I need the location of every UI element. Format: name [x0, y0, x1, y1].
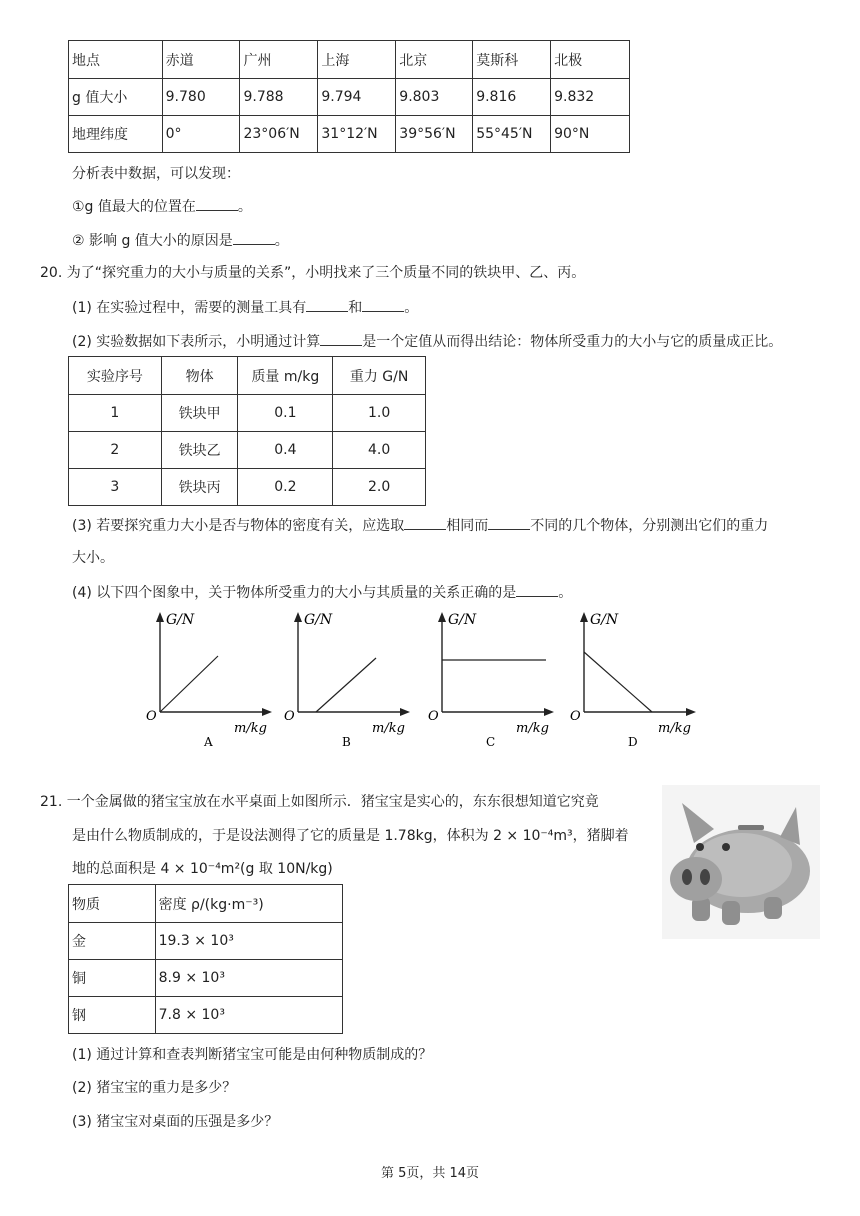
table-row	[69, 395, 426, 432]
table-cell: 9.780	[162, 79, 240, 116]
y-axis-arrow	[438, 612, 446, 622]
table-cell: 9.803	[396, 79, 473, 116]
x-axis-arrow	[400, 708, 410, 716]
x-axis-arrow	[262, 708, 272, 716]
origin-label: O	[284, 709, 295, 724]
table-cell: 4.0	[333, 432, 426, 469]
table-row	[69, 923, 343, 960]
y-axis-label: G/N	[448, 612, 477, 628]
table-cell: 钢	[69, 997, 156, 1034]
graph-line	[160, 656, 218, 712]
y-axis-arrow	[294, 612, 302, 622]
table-header-row	[69, 885, 343, 923]
table-header-row	[69, 357, 426, 395]
x-axis-arrow	[544, 708, 554, 716]
q19-analysis: 分析表中数据，可以发现：	[72, 166, 240, 182]
g-value-table	[68, 40, 630, 153]
table-cell: 莫斯科	[473, 41, 551, 79]
table-cell: 0.4	[238, 432, 333, 469]
answer-blank[interactable]	[362, 297, 404, 312]
graph-caption: B	[342, 735, 351, 749]
table-cell: 7.8 × 10³	[155, 997, 342, 1034]
y-axis-arrow	[156, 612, 164, 622]
y-axis-arrow	[580, 612, 588, 622]
table-cell: 3	[69, 469, 162, 506]
table-cell: 铁块乙	[161, 432, 238, 469]
table-cell: 0°	[162, 116, 240, 153]
table-header-cell: 物体	[161, 357, 238, 395]
y-axis-label: G/N	[304, 612, 333, 628]
y-axis-label: G/N	[166, 612, 195, 628]
table-header-cell: 物质	[69, 885, 156, 923]
q20-part3: (3) 若要探究重力大小是否与物体的密度有关，应选取 相同而 不同的几个物体，分别测出它们的重力	[72, 515, 768, 536]
piggy-bank-image	[662, 785, 820, 939]
table-cell: g 值大小	[69, 79, 163, 116]
table-cell: 9.794	[318, 79, 396, 116]
table-cell: 31°12′N	[318, 116, 396, 153]
graph-option-b	[284, 606, 434, 756]
answer-blank[interactable]	[516, 582, 558, 597]
origin-label: O	[570, 709, 581, 724]
table-cell: 2.0	[333, 469, 426, 506]
table-cell: 广州	[240, 41, 318, 79]
table-cell: 90°N	[551, 116, 630, 153]
table-cell: 1	[69, 395, 162, 432]
table-cell: 北京	[396, 41, 473, 79]
table-cell: 金	[69, 923, 156, 960]
graph-option-c	[428, 606, 578, 756]
graph-caption: C	[486, 735, 496, 749]
table-cell: 北极	[551, 41, 630, 79]
x-axis-arrow	[686, 708, 696, 716]
density-table	[68, 884, 343, 1034]
table-cell: 赤道	[162, 41, 240, 79]
answer-blank[interactable]	[233, 230, 275, 245]
q20-part1: (1) 在实验过程中，需要的测量工具有 和 。	[72, 297, 418, 318]
table-cell: 9.832	[551, 79, 630, 116]
table-row	[69, 469, 426, 506]
page-footer: 第 5页，共 14页	[380, 1166, 480, 1181]
table-row	[69, 79, 630, 116]
answer-blank[interactable]	[196, 196, 238, 211]
experiment-data-table	[68, 356, 426, 506]
table-cell: 铁块甲	[161, 395, 238, 432]
table-row	[69, 960, 343, 997]
table-cell: 2	[69, 432, 162, 469]
table-cell: 9.788	[240, 79, 318, 116]
table-cell: 地理纬度	[69, 116, 163, 153]
answer-blank[interactable]	[488, 515, 530, 530]
q21-sub1: (1) 通过计算和查表判断猪宝宝可能是由何种物质制成的？	[72, 1047, 433, 1063]
q21-line2: 是由什么物质制成的，于是设法测得了它的质量是 1.78kg，体积为 2 × 10⁻⁴m³，猪脚着	[72, 828, 629, 844]
answer-blank[interactable]	[404, 515, 446, 530]
q21-sub2: (2) 猪宝宝的重力是多少？	[72, 1080, 237, 1096]
table-cell: 8.9 × 10³	[155, 960, 342, 997]
table-cell: 19.3 × 10³	[155, 923, 342, 960]
graph-line	[316, 658, 376, 712]
table-row	[69, 41, 630, 79]
q20-stem: 20. 为了“探究重力的大小与质量的关系”，小明找来了三个质量不同的铁块甲、乙、丙。	[40, 265, 586, 281]
q20-part2: (2) 实验数据如下表所示，小明通过计算 是一个定值从而得出结论：物体所受重力的大小与它的质量成正比。	[72, 331, 782, 352]
q19-sub2: ② 影响 g 值大小的原因是 。	[72, 230, 289, 251]
table-cell: 23°06′N	[240, 116, 318, 153]
origin-label: O	[428, 709, 439, 724]
origin-label: O	[146, 709, 157, 724]
q20-part3-cont: 大小。	[72, 550, 114, 566]
graph-caption: A	[204, 735, 213, 749]
table-row	[69, 997, 343, 1034]
table-cell: 地点	[69, 41, 163, 79]
table-cell: 1.0	[333, 395, 426, 432]
x-axis-label: m/kg	[234, 721, 267, 736]
table-cell: 0.1	[238, 395, 333, 432]
table-cell: 铁块丙	[161, 469, 238, 506]
table-header-cell: 密度 ρ/(kg·m⁻³)	[155, 885, 342, 923]
table-header-cell: 重力 G/N	[333, 357, 426, 395]
table-header-cell: 实验序号	[69, 357, 162, 395]
answer-blank[interactable]	[320, 331, 362, 346]
table-cell: 铜	[69, 960, 156, 997]
table-cell: 39°56′N	[396, 116, 473, 153]
y-axis-label: G/N	[590, 612, 619, 628]
q19-sub1: ①g 值最大的位置在 。	[72, 196, 252, 217]
table-header-cell: 质量 m/kg	[238, 357, 333, 395]
x-axis-label: m/kg	[372, 721, 405, 736]
x-axis-label: m/kg	[658, 721, 691, 736]
answer-blank[interactable]	[306, 297, 348, 312]
table-cell: 55°45′N	[473, 116, 551, 153]
table-row	[69, 116, 630, 153]
table-row	[69, 432, 426, 469]
q21-line1: 21. 一个金属做的猪宝宝放在水平桌面上如图所示．猪宝宝是实心的，东东很想知道它究竟	[40, 794, 599, 810]
table-cell: 上海	[318, 41, 396, 79]
table-cell: 0.2	[238, 469, 333, 506]
graph-option-d	[570, 606, 720, 756]
q21-line3: 地的总面积是 4 × 10⁻⁴m²(g 取 10N/kg)	[72, 861, 333, 877]
x-axis-label: m/kg	[516, 721, 549, 736]
q20-part4: (4) 以下四个图象中，关于物体所受重力的大小与其质量的关系正确的是 。	[72, 582, 572, 603]
table-cell: 9.816	[473, 79, 551, 116]
q21-sub3: (3) 猪宝宝对桌面的压强是多少？	[72, 1114, 279, 1130]
graph-line	[584, 652, 652, 712]
graph-caption: D	[628, 735, 638, 749]
graph-option-a	[146, 606, 296, 756]
